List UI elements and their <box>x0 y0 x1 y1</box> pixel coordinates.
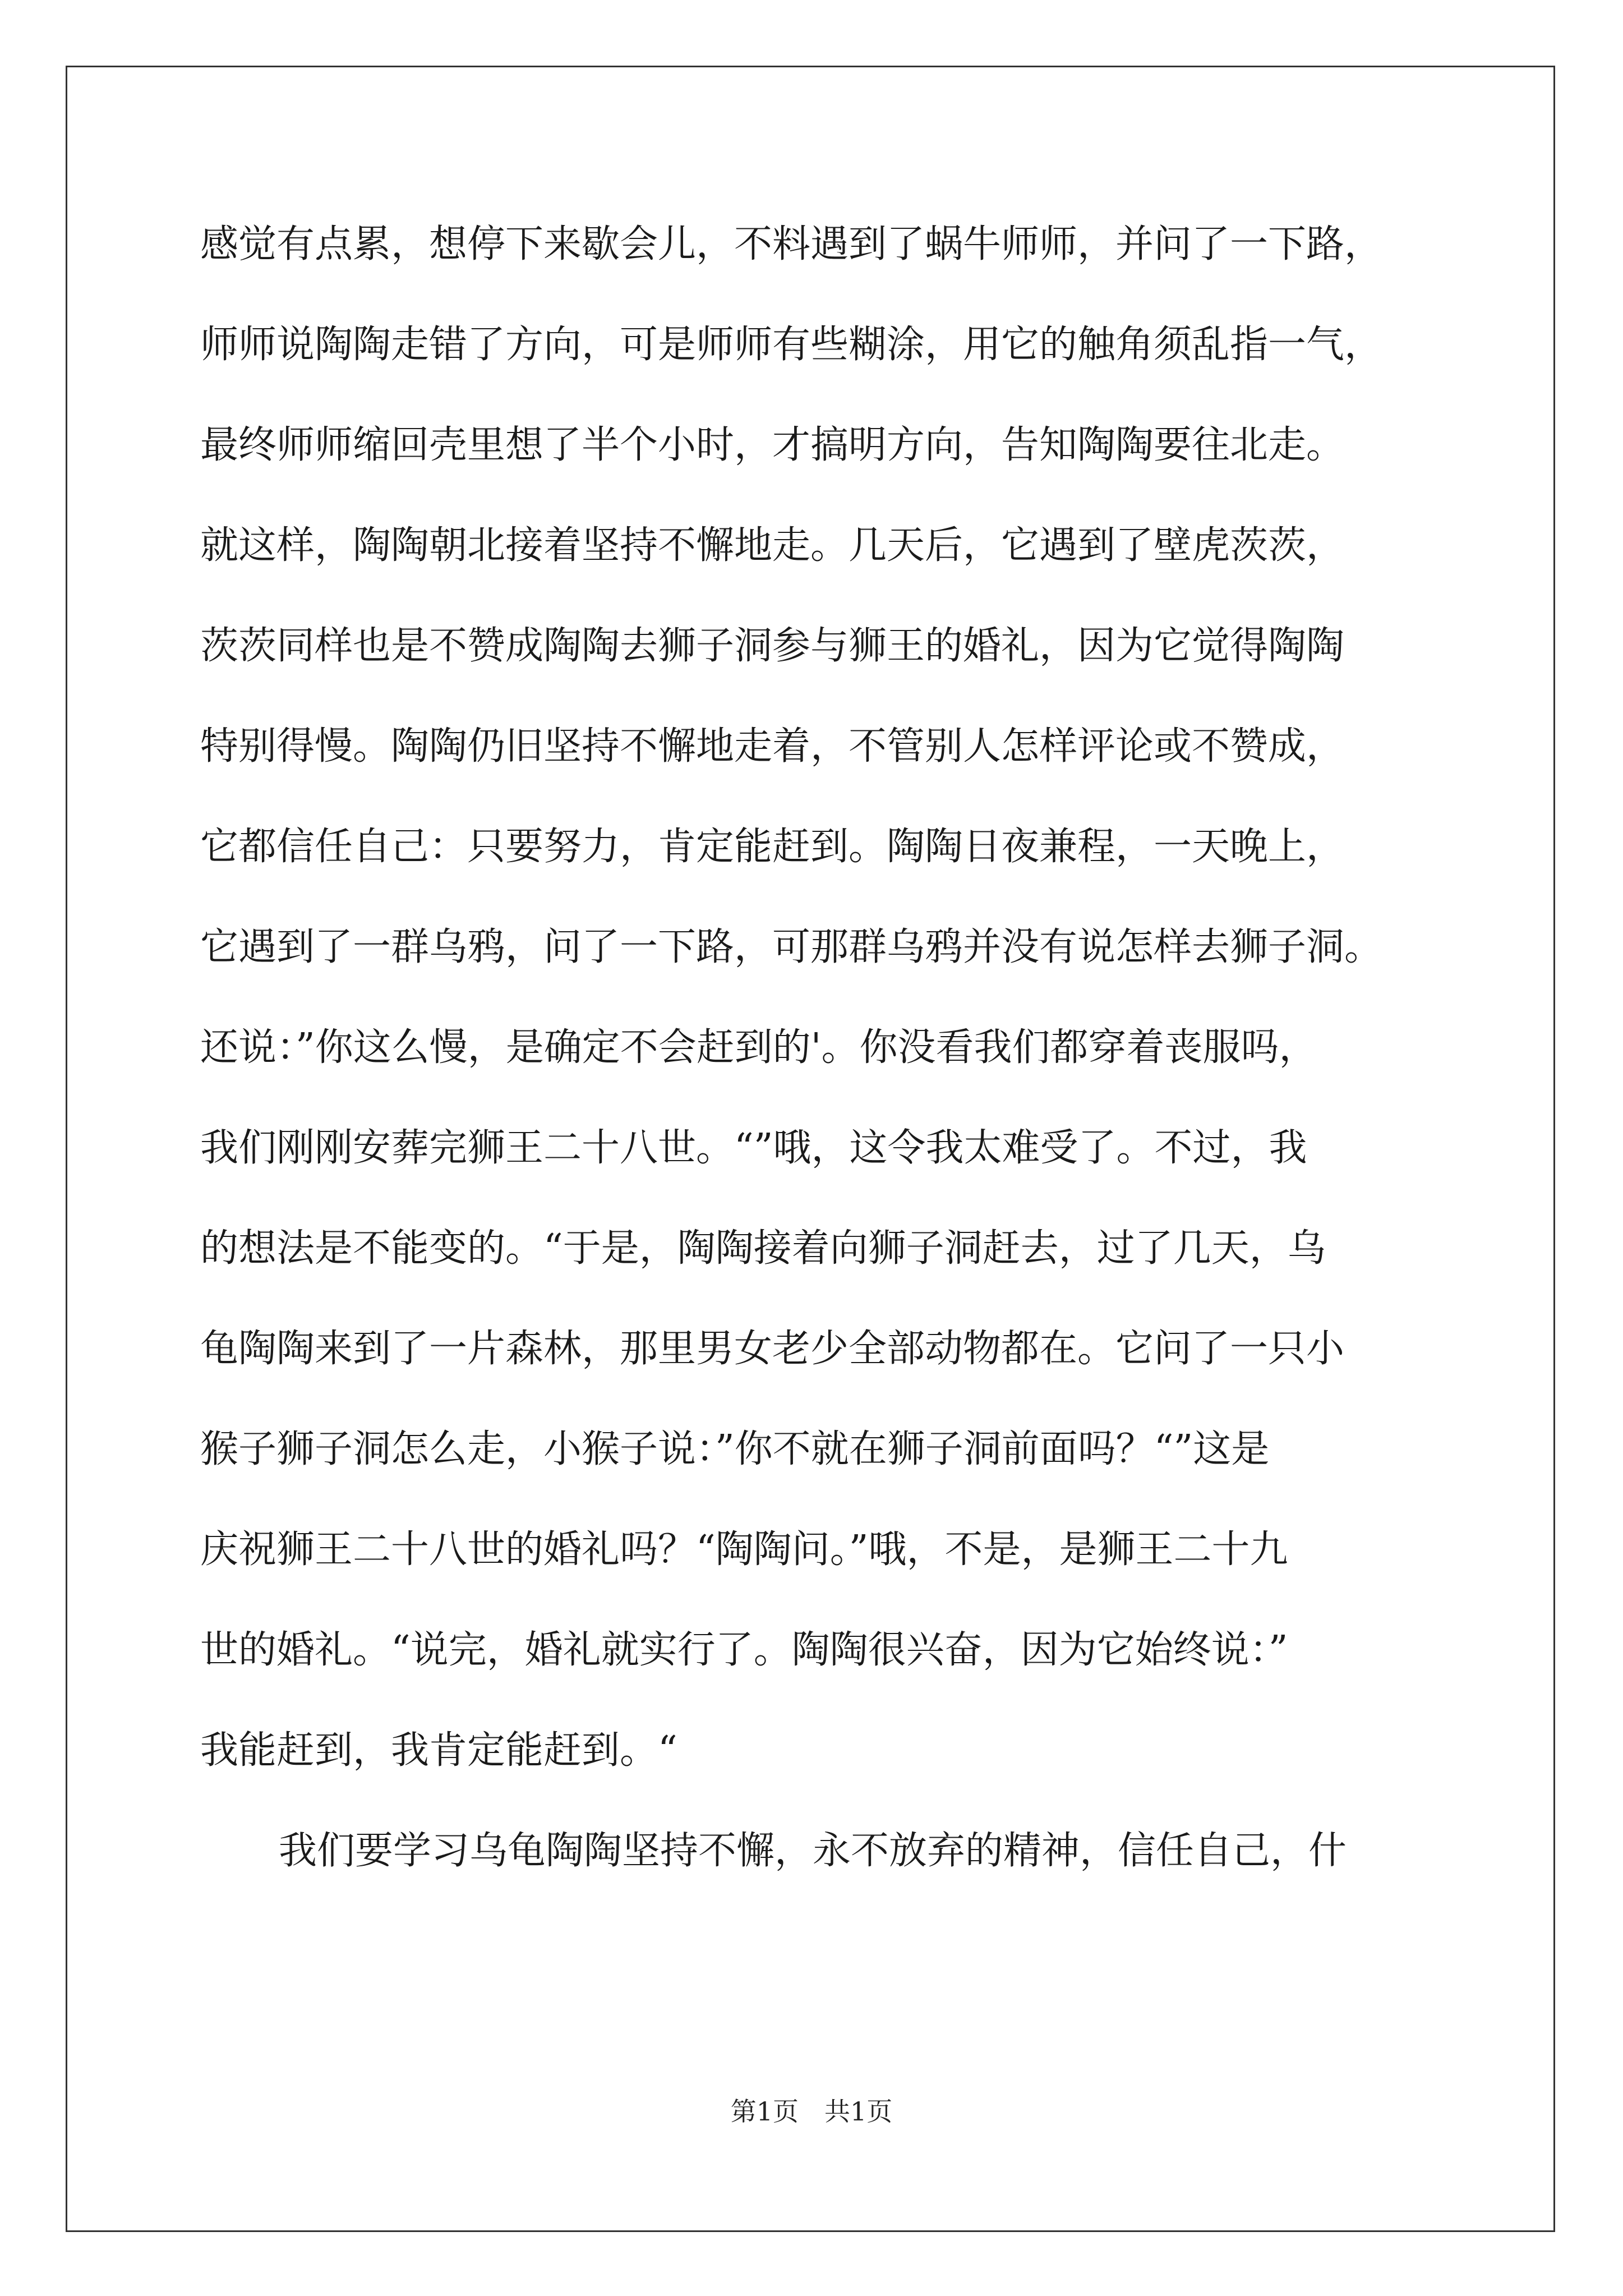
text-line: 我们刚刚安葬完狮王二十八世。“”哦，这令我太难受了。不过，我 <box>200 1126 1307 1170</box>
text-line: 最终师师缩回壳里想了半个小时，才搞明方向，告知陶陶要往北走。 <box>200 423 1345 467</box>
text-line: 庆祝狮王二十八世的婚礼吗？“陶陶问。”哦，不是，是狮王二十九 <box>200 1527 1288 1572</box>
text-line: 它都信任自己：只要努力，肯定能赶到。陶陶日夜兼程，一天晚上， <box>200 825 1345 869</box>
text-line: 猴子狮子洞怎么走，小猴子说：”你不就在狮子洞前面吗？“”这是 <box>200 1427 1270 1471</box>
text-line: 的想法是不能变的。“于是，陶陶接着向狮子洞赶去，过了几天，乌 <box>200 1226 1326 1271</box>
text-line: 世的婚礼。“说完，婚礼就实行了。陶陶很兴奋，因为它始终说：” <box>200 1628 1288 1672</box>
text-line: 就这样，陶陶朝北接着坚持不懈地走。几天后，它遇到了壁虎茨茨， <box>200 523 1345 568</box>
text-line: 它遇到了一群乌鸦，问了一下路，可那群乌鸦并没有说怎样去狮子洞。 <box>200 925 1383 969</box>
page-number-footer: 第1页 共1页 <box>730 2096 893 2127</box>
text-line: 还说：”你这么慢，是确定不会赶到的'。你没看我们都穿着丧服吗， <box>200 1025 1317 1070</box>
text-line: 特别得慢。陶陶仍旧坚持不懈地走着，不管别人怎样评论或不赞成， <box>200 724 1345 769</box>
paragraph-first-line: 我们要学习乌龟陶陶坚持不懈，永不放弃的精神，信任自己，什 <box>279 1829 1347 1873</box>
text-line: 师师说陶陶走错了方向，可是师师有些糊涂，用它的触角须乱指一气， <box>200 323 1383 367</box>
document-body <box>200 224 1434 1931</box>
text-line: 感觉有点累，想停下来歇会儿，不料遇到了蜗牛师师，并问了一下路， <box>200 222 1383 266</box>
text-line: 龟陶陶来到了一片森林，那里男女老少全部动物都在。它问了一只小 <box>200 1327 1345 1371</box>
text-line: 我能赶到，我肯定能赶到。“ <box>200 1728 677 1773</box>
text-line: 茨茨同样也是不赞成陶陶去狮子洞参与狮王的婚礼，因为它觉得陶陶 <box>200 624 1345 668</box>
